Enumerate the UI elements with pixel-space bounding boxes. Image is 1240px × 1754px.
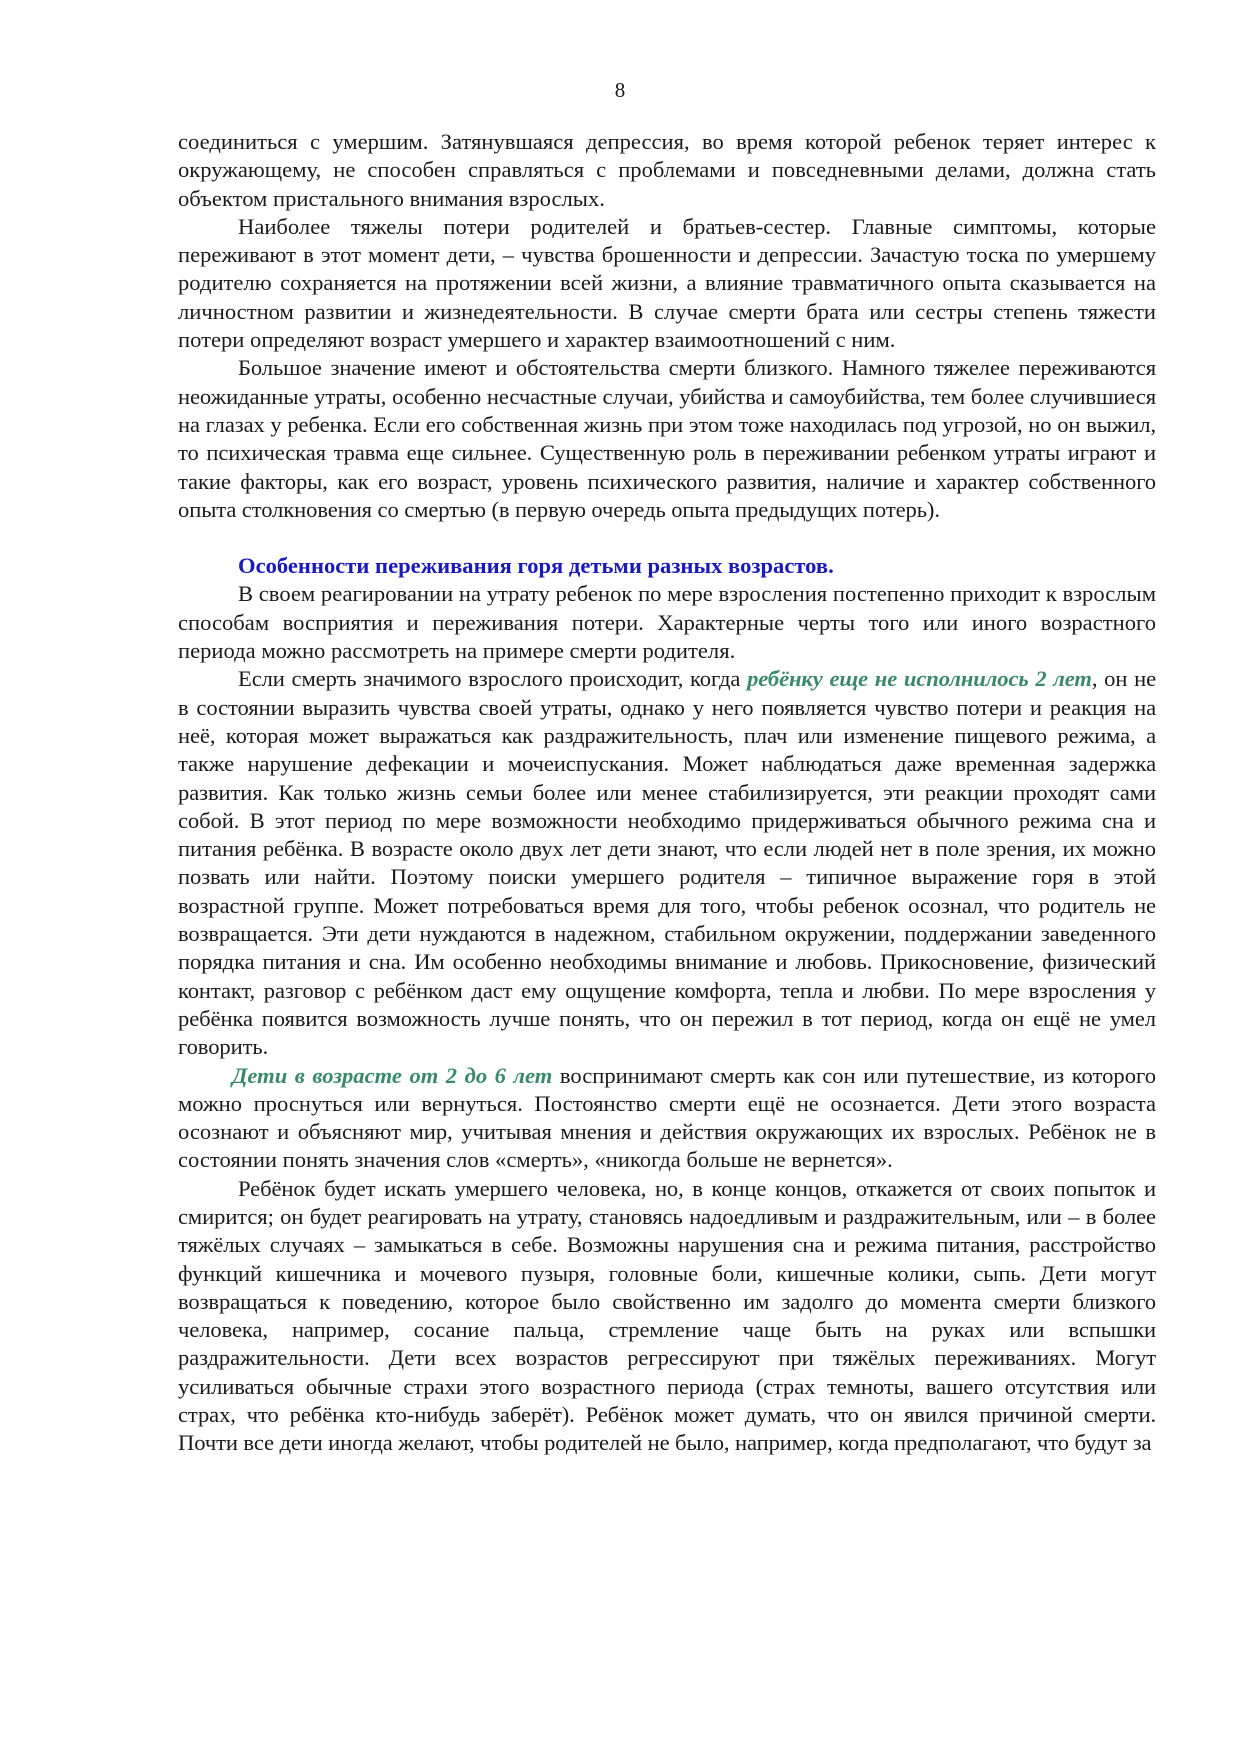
paragraph-5-body: , он не в состоянии выразить чувства своей утраты, однако у него появляется чувство потери и реакция на неё, которая может выражаться как раздражительность, плач или изменение пищевого режима, а также нарушение дефекации и мочеиспускания. Может наблюдаться даже временная задержка развития. Как только жизнь семьи более или менее стабилизируется, эти реакции проходят сами собой. В этот период по мере возможности необходимо придерживаться обычного режима сна и питания ребёнка. В возрасте около двух лет дети знают, что если людей нет в поле зрения, их можно позвать или найти. Поэтому поиски умершего родителя – типичное выражение горя в этой возрастной группе. Может потребоваться время для того, чтобы ребенок осознал, что родитель не возвращается. Эти дети нуждаются в надежном, стабильном окружении, поддержании заведенного порядка питания и сна. Им особенно необходимы внимание и любовь. Прикосновение, физический контакт, разговор с ребёнком даст ему ощущение комфорта, тепла и любви. По мере взросления у ребёнка появится возможность лучше понять, что он пережил в тот период, когда он ещё не умел говорить. — [178, 666, 1156, 1060]
paragraph-6-body: воспринимают смерть как сон или путешествие, из которого можно проснуться или вернуться. Постоянство смерти ещё не осознается. Дети этого возраста осознают и объясняют мир, учитывая мнения и действия окружающих их взрослых. Ребёнок не в состоянии понять значения слов «смерть», «никогда больше не вернется». — [178, 1062, 1157, 1173]
section-heading: Особенности переживания горя детьми разных возрастов. — [238, 553, 834, 579]
paragraph-5-intro: Если смерть значимого взрослого происходит, когда — [238, 666, 748, 692]
highlight-2-to-6-years: Дети в возрасте от 2 до 6 лет — [232, 1062, 553, 1088]
highlight-under-2-years: ребёнку еще не исполнилось 2 лет — [747, 666, 1092, 692]
paragraph-1: соединиться с умершим. Затянувшаяся депрессия, во время которой ребенок теряет интерес к окружающему, не способен справляться с проблемами и повседневными делами, должна стать объектом пристального внимания взрослых. — [178, 129, 1156, 211]
paragraph-7: Ребёнок будет искать умершего человека, но, в конце концов, откажется от своих попыток и смирится; он будет реагировать на утрату, становясь надоедливым и раздражительным, или – в более тяжёлых случаях – замыкаться в себе. Возможны нарушения сна и режима питания, расстройство функций кишечника и мочевого пузыря, головные боли, кишечные колики, сыпь. Дети могут возвращаться к поведению, которое было свойственно им задолго до момента смерти близкого человека, например, сосание пальца, стремление чаще быть на руках или вспышки раздражительности. Дети всех возрастов регрессируют при тяжёлых переживаниях. Могут усиливаться обычные страхи этого возрастного периода (страх темноты, вашего отсутствия или страх, что ребёнка кто-нибудь заберёт). Ребёнок может думать, что он явился причиной смерти. Почти все дети иногда желают, чтобы родителей не было, например, когда предполагают, что будут за — [178, 1175, 1156, 1456]
paragraph-3: Большое значение имеют и обстоятельства смерти близкого. Намного тяжелее переживаются неожиданные утраты, особенно несчастные случаи, убийства и самоубийства, тем более случившиеся на глазах у ребенка. Если его собственная жизнь при этом тоже находилась под угрозой, но он выжил, то психическая травма еще сильнее. Существенную роль в переживании ребенком утраты играют и такие факторы, как его возраст, уровень психического развития, наличие и характер собственного опыта столкновения со смертью (в первую очередь опыта предыдущих потерь). — [178, 355, 1156, 522]
paragraph-4: В своем реагировании на утрату ребенок по мере взросления постепенно приходит к взрослым способам восприятия и переживания потери. Характерные черты того или иного возрастного периода можно рассмотреть на примере смерти родителя. — [178, 581, 1156, 664]
paragraph-6 — [178, 1062, 1156, 1175]
paragraph-2: Наиболее тяжелы потери родителей и братьев-сестер. Главные симптомы, которые переживают в этот момент дети, – чувства брошенности и депрессии. Зачастую тоска по умершему родителю сохраняется на протяжении всей жизни, а влияние травматичного опыта сказывается на личностном развитии и жизнедеятельности. В случае смерти брата или сестры степень тяжести потери определяют возраст умершего и характер взаимоотношений с ним. — [178, 213, 1156, 353]
paragraph-5 — [178, 665, 1156, 1061]
page-number: 8 — [614, 78, 626, 102]
page-body — [178, 128, 1156, 1458]
